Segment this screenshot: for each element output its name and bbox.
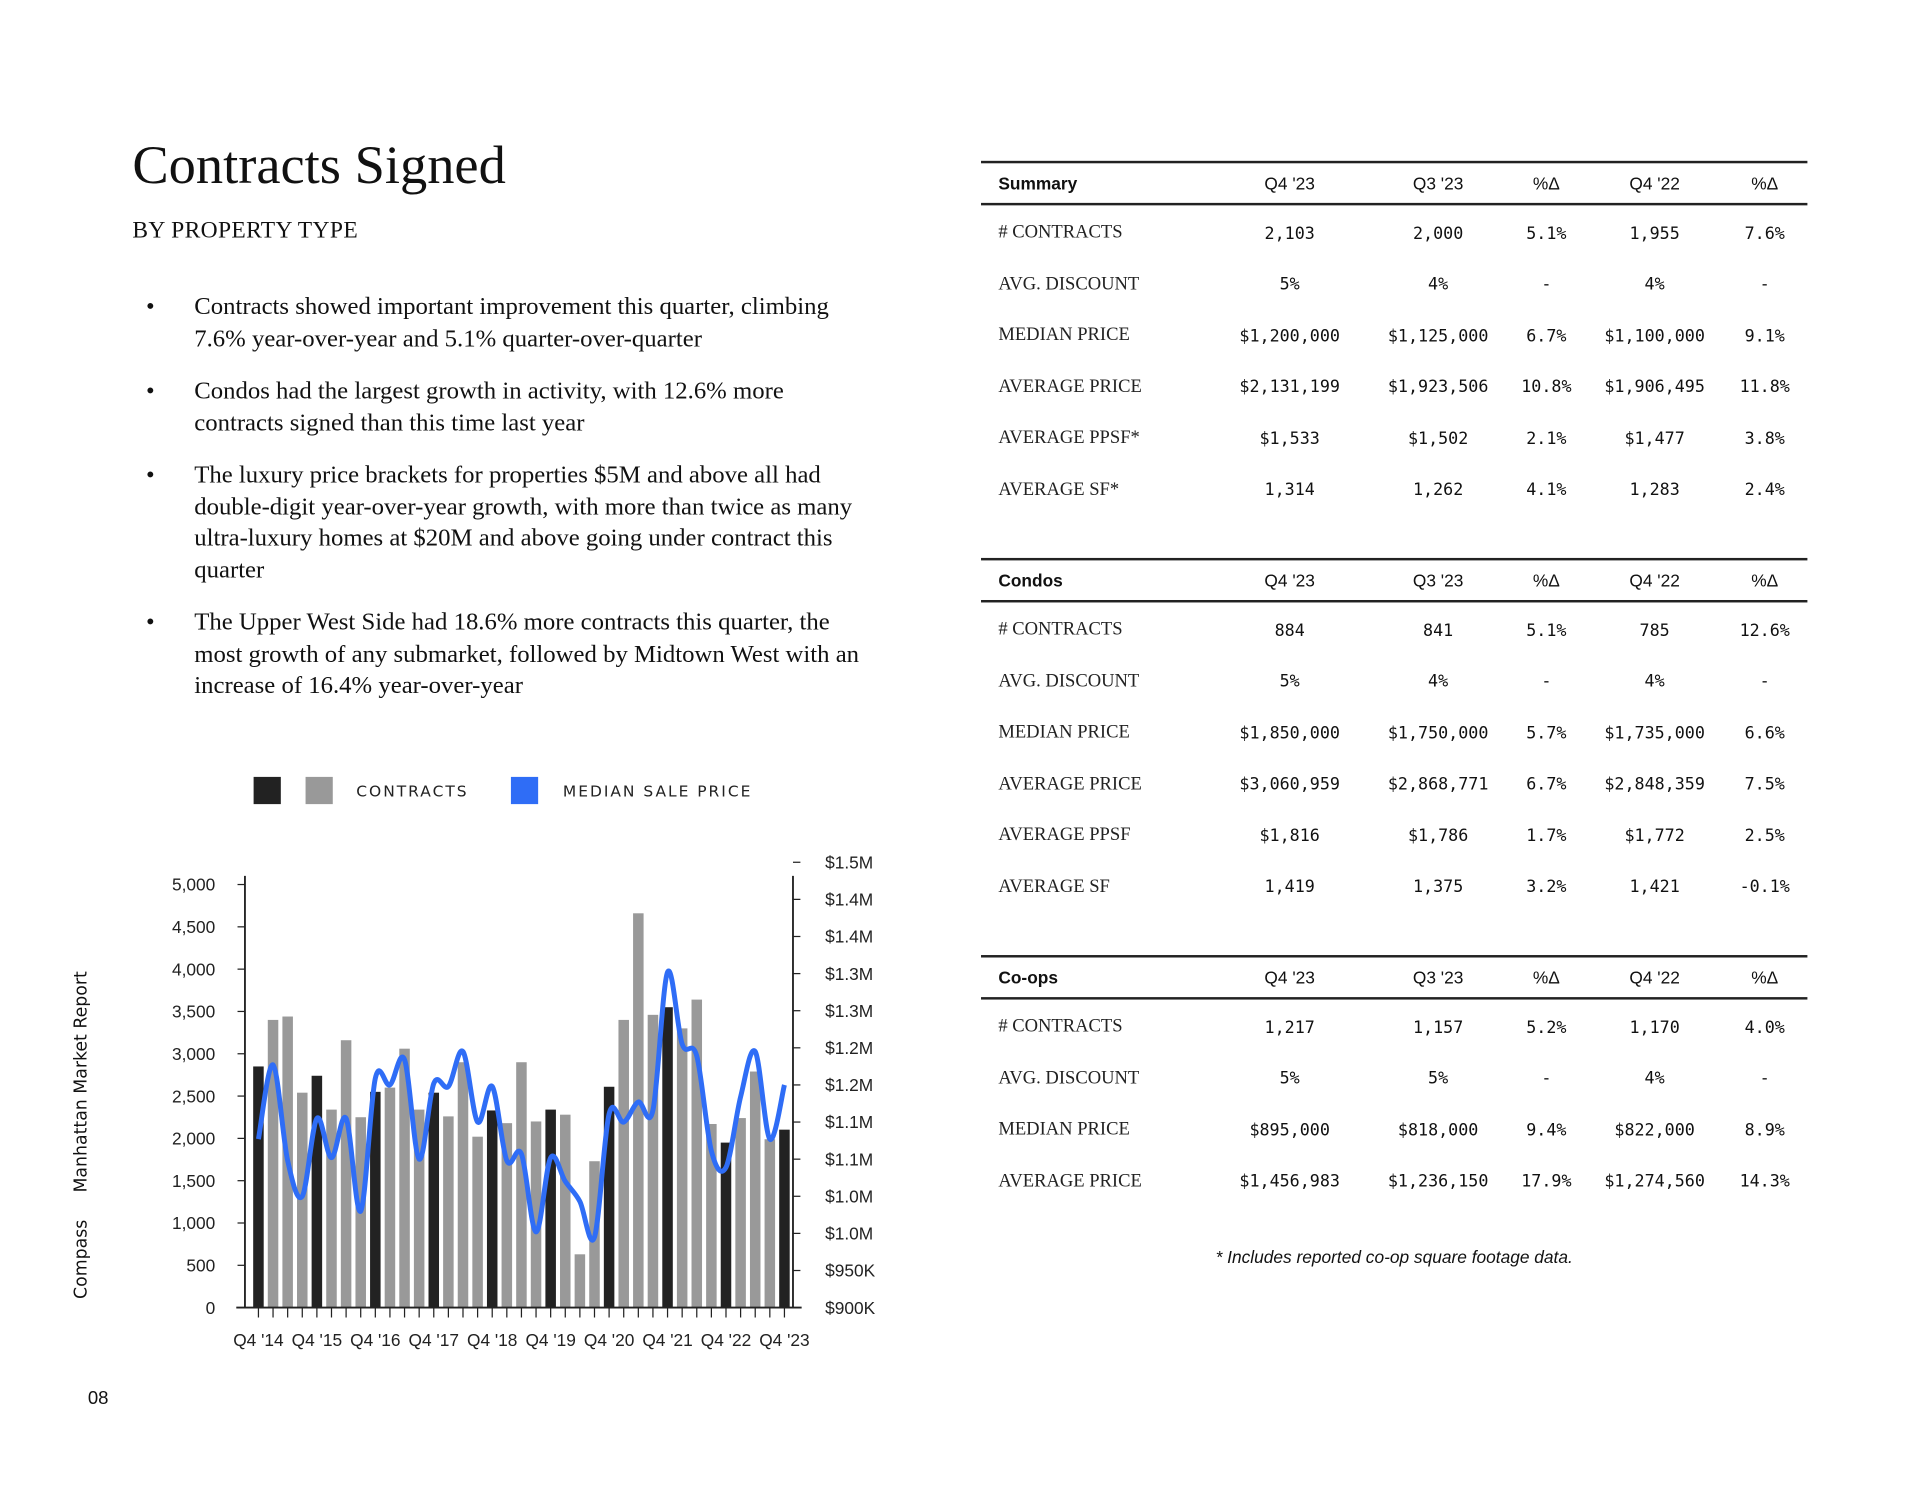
side-label: [72, 971, 92, 1299]
bullet-list: [146, 292, 864, 723]
table-cell: $1,274,560: [1604, 1171, 1705, 1192]
x-tick-label: Q4 '22: [700, 1329, 752, 1350]
column-header: Q4 '23: [1264, 570, 1315, 591]
table-row: [981, 362, 1807, 413]
column-header: %Δ: [1751, 570, 1779, 591]
table-cell: $1,477: [1624, 428, 1685, 449]
left-tick-label: 4,000: [171, 959, 216, 980]
right-tick-label: $1.4M: [825, 926, 874, 947]
table-cell: 5%: [1428, 1069, 1449, 1089]
table-cell: $1,236,150: [1387, 1171, 1489, 1192]
column-header: %Δ: [1751, 173, 1779, 193]
table-cell: 1,170: [1629, 1017, 1680, 1038]
table-cell: $1,850,000: [1239, 723, 1340, 744]
left-tick-label: 1,500: [171, 1170, 216, 1191]
bar-contracts: [560, 1115, 571, 1308]
column-header: %Δ: [1751, 967, 1779, 988]
table-row: [981, 1156, 1807, 1207]
table-cell: 785: [1639, 620, 1670, 641]
right-tick-label: $1.1M: [825, 1112, 874, 1133]
table-cell: $1,786: [1407, 826, 1469, 846]
bar-contracts: [443, 1116, 454, 1307]
table-cell: 4%: [1644, 274, 1665, 295]
table-cell: 14.3%: [1739, 1171, 1790, 1192]
legend-label-contracts: CONTRACTS: [356, 781, 469, 801]
bar-contracts: [677, 1028, 688, 1307]
bullet-item: [146, 376, 864, 439]
table-header: [981, 955, 1807, 1000]
table-cell: $1,816: [1259, 826, 1320, 846]
table-cell: 1.7%: [1526, 826, 1567, 846]
right-tick-label: $1.2M: [825, 1038, 874, 1059]
row-label: AVERAGE PPSF*: [998, 428, 1140, 449]
table-cell: 4%: [1428, 274, 1449, 295]
x-tick-label: Q4 '20: [583, 1329, 635, 1350]
table-row: [981, 1105, 1807, 1156]
bar-contracts: [648, 1015, 659, 1308]
bar-contracts: [326, 1110, 337, 1308]
bar-q4-contracts: [370, 1092, 381, 1308]
table-cell: 1,157: [1412, 1017, 1464, 1038]
x-tick-label: Q4 '18: [467, 1329, 518, 1350]
table-row: [981, 311, 1807, 362]
bullet-text: The Upper West Side had 18.6% more contracts this quarter, the most growth of any submarket, followed by Midtown West with an increase of 16.4% year-over-year: [194, 608, 860, 699]
table-cell: 5.2%: [1526, 1017, 1567, 1038]
right-tick-label: $950K: [825, 1260, 876, 1281]
bar-q4-contracts: [253, 1066, 264, 1307]
table-cell: 2,103: [1264, 223, 1315, 244]
table-row: [981, 708, 1807, 759]
table-header: [981, 161, 1807, 206]
table-cell: 2.5%: [1744, 826, 1785, 846]
bar-contracts: [531, 1121, 542, 1307]
table-cell: $1,772: [1624, 826, 1685, 846]
row-label: # CONTRACTS: [998, 222, 1123, 243]
column-header: %Δ: [1532, 173, 1560, 193]
table-row: [981, 1053, 1807, 1104]
bar-q4-contracts: [779, 1130, 790, 1308]
column-header: Q3 '23: [1412, 570, 1464, 591]
page-subtitle: BY PROPERTY TYPE: [132, 217, 359, 244]
left-tick-label: 3,000: [171, 1043, 216, 1064]
left-tick-label: 4,500: [171, 917, 216, 938]
table-cell: $1,750,000: [1387, 723, 1489, 744]
left-tick-label: 5,000: [171, 874, 216, 895]
table-cell: 7.5%: [1744, 774, 1785, 795]
brand-label: Compass: [71, 1219, 92, 1299]
column-header: Q4 '23: [1264, 173, 1315, 193]
median-price-line: [258, 971, 784, 1240]
table-cell: 841: [1423, 620, 1454, 641]
row-label: AVERAGE PRICE: [998, 774, 1142, 794]
table-cell: $895,000: [1249, 1120, 1330, 1141]
legend-swatch-median: [511, 777, 538, 804]
table-cell: 9.4%: [1526, 1120, 1567, 1141]
table-cell: 1,419: [1264, 877, 1315, 898]
table-cell: 6.7%: [1526, 326, 1567, 347]
row-label: AVERAGE SF*: [998, 479, 1120, 500]
table-cell: -: [1541, 274, 1552, 295]
column-header: Q3 '23: [1412, 173, 1464, 193]
right-tick-label: $1.1M: [825, 1149, 874, 1170]
table-cell: 5.7%: [1526, 723, 1567, 744]
left-tick-label: 1,000: [171, 1213, 216, 1234]
right-tick-label: $1.5M: [825, 852, 874, 873]
table-cell: 1,283: [1629, 480, 1680, 501]
table-cell: 11.8%: [1739, 377, 1790, 398]
table-row: [981, 759, 1807, 810]
bar-q4-contracts: [312, 1076, 323, 1308]
table-row: [981, 810, 1807, 861]
row-label: AVERAGE PRICE: [998, 1171, 1142, 1192]
table-cell: 1,314: [1264, 480, 1315, 501]
bar-contracts: [297, 1093, 308, 1308]
bar-q4-contracts: [662, 1007, 673, 1307]
table-cell: -: [1759, 274, 1770, 295]
table-cell: 1,375: [1412, 877, 1464, 898]
table-cell: $1,906,495: [1604, 377, 1705, 398]
bar-contracts: [633, 913, 644, 1307]
table-cell: 17.9%: [1521, 1171, 1572, 1192]
table-row: [981, 259, 1807, 310]
table-summary: [981, 161, 1807, 516]
table-cell: 4%: [1428, 672, 1449, 692]
table-title: Co-ops: [998, 967, 1058, 988]
table-cell: 4.1%: [1526, 480, 1567, 501]
table-cell: 10.8%: [1521, 377, 1572, 398]
bar-contracts: [341, 1040, 352, 1307]
bar-contracts: [399, 1049, 410, 1308]
table-row: [981, 413, 1807, 464]
table-row: [981, 465, 1807, 516]
table-cell: 12.6%: [1739, 620, 1790, 641]
table-cell: -: [1541, 1069, 1552, 1089]
bar-contracts: [472, 1137, 483, 1308]
table-cell: -: [1759, 672, 1770, 692]
table-cell: 1,955: [1629, 223, 1680, 244]
bar-contracts: [618, 1020, 629, 1308]
table-cell: 4.0%: [1744, 1017, 1785, 1038]
table-row: [981, 656, 1807, 707]
x-tick-label: Q4 '16: [350, 1329, 401, 1350]
table-row: [981, 1002, 1807, 1053]
table-cell: $3,060,959: [1239, 774, 1340, 795]
row-label: # CONTRACTS: [998, 620, 1123, 640]
page-number: 08: [87, 1388, 109, 1410]
bar-contracts: [282, 1017, 293, 1308]
bar-contracts: [750, 1072, 761, 1308]
bar-contracts: [458, 1062, 469, 1307]
footnote: * Includes reported co-op square footage data.: [1215, 1246, 1573, 1267]
bullet-icon: •: [145, 293, 155, 321]
table-cell: 5%: [1279, 274, 1300, 295]
x-tick-label: Q4 '21: [642, 1329, 693, 1350]
table-cell: $822,000: [1614, 1120, 1695, 1141]
bullet-item: [146, 607, 864, 702]
table-cell: 6.7%: [1526, 774, 1567, 795]
bar-q4-contracts: [487, 1110, 498, 1307]
row-label: MEDIAN PRICE: [998, 325, 1130, 346]
bar-contracts: [589, 1161, 600, 1307]
bar-q4-contracts: [721, 1143, 732, 1308]
column-header: Q4 '22: [1629, 173, 1680, 193]
table-row: [981, 862, 1807, 913]
x-tick-label: Q4 '23: [759, 1329, 810, 1350]
table-cell: 4%: [1644, 1069, 1665, 1089]
row-label: AVG. DISCOUNT: [998, 671, 1140, 692]
table-cell: 1,217: [1264, 1017, 1315, 1038]
table-cell: 4%: [1644, 672, 1665, 692]
table-cell: $1,923,506: [1387, 377, 1489, 398]
row-label: AVG. DISCOUNT: [998, 1068, 1140, 1089]
table-cell: -0.1%: [1739, 877, 1790, 898]
table-cell: $2,131,199: [1239, 377, 1340, 398]
table-title: Condos: [998, 570, 1063, 591]
left-tick-label: 500: [186, 1255, 216, 1276]
column-header: Q4 '22: [1629, 570, 1680, 591]
table-cell: 6.6%: [1744, 723, 1785, 744]
page-title: Contracts Signed: [132, 134, 506, 196]
bar-q4-contracts: [545, 1110, 556, 1308]
x-tick-label: Q4 '15: [291, 1329, 343, 1350]
left-tick-label: 2,000: [171, 1128, 216, 1149]
table-condos: [981, 558, 1807, 913]
table-cell: $1,533: [1259, 428, 1320, 449]
column-header: Q3 '23: [1412, 967, 1464, 988]
bullet-text: Contracts showed important improvement this quarter, climbing 7.6% year-over-year and 5.1% quarter-over-quarter: [194, 293, 829, 352]
column-header: %Δ: [1532, 967, 1560, 988]
table-cell: 3.8%: [1744, 428, 1785, 449]
right-tick-label: $1.0M: [825, 1186, 874, 1207]
table-cell: 8.9%: [1744, 1120, 1785, 1141]
table-cell: $1,100,000: [1604, 326, 1705, 347]
table-cell: 5.1%: [1526, 223, 1567, 244]
bar-contracts: [516, 1062, 527, 1307]
bullet-icon: •: [145, 608, 155, 636]
row-label: AVERAGE PRICE: [998, 377, 1142, 397]
bar-q4-contracts: [604, 1087, 615, 1308]
bullet-item: [146, 292, 864, 355]
right-tick-label: $900K: [825, 1297, 876, 1318]
table-title: Summary: [998, 173, 1078, 193]
bar-contracts: [735, 1118, 746, 1308]
bullet-text: Condos had the largest growth in activity, with 12.6% more contracts signed than this time last year: [194, 377, 784, 437]
row-label: # CONTRACTS: [998, 1017, 1123, 1037]
right-tick-label: $1.2M: [825, 1075, 874, 1096]
table-cell: 5%: [1279, 1069, 1300, 1089]
table-cell: -: [1759, 1069, 1770, 1089]
column-header: Q4 '23: [1264, 967, 1315, 988]
left-tick-label: 2,500: [171, 1086, 216, 1107]
table-cell: $2,868,771: [1387, 774, 1489, 795]
row-label: AVERAGE PPSF: [998, 825, 1131, 846]
row-label: AVG. DISCOUNT: [998, 274, 1140, 295]
table-cell: 2.4%: [1744, 480, 1785, 501]
table-cell: $1,200,000: [1239, 326, 1340, 347]
table-cell: 3.2%: [1526, 877, 1567, 898]
table-cell: 1,421: [1629, 877, 1680, 898]
table-row: [981, 208, 1807, 259]
row-label: MEDIAN PRICE: [998, 722, 1130, 743]
table-cell: $2,848,359: [1604, 774, 1705, 795]
right-tick-label: $1.3M: [825, 963, 874, 984]
left-tick-label: 0: [205, 1297, 216, 1318]
table-cell: 2,000: [1412, 223, 1464, 244]
column-header: Q4 '22: [1629, 967, 1680, 988]
bar-contracts: [414, 1110, 425, 1308]
bullet-item: [146, 460, 864, 586]
left-tick-label: 3,500: [171, 1001, 216, 1022]
table-cell: 7.6%: [1744, 223, 1785, 244]
x-tick-label: Q4 '19: [525, 1329, 576, 1350]
bullet-icon: •: [145, 377, 155, 405]
table-cell: 5%: [1279, 672, 1300, 692]
row-label: AVERAGE SF: [998, 876, 1110, 897]
bar-contracts: [268, 1020, 279, 1308]
table-cell: 9.1%: [1744, 326, 1785, 347]
report-label: Manhattan Market Report: [71, 971, 92, 1193]
bar-contracts: [502, 1123, 513, 1307]
legend-swatch-q4: [254, 777, 281, 804]
column-header: %Δ: [1532, 570, 1560, 591]
table-row: [981, 605, 1807, 656]
table-cell: $1,125,000: [1387, 326, 1489, 347]
x-tick-label: Q4 '14: [233, 1329, 284, 1350]
row-label: MEDIAN PRICE: [998, 1119, 1130, 1140]
bar-contracts: [706, 1124, 717, 1308]
legend-swatch-contracts: [306, 777, 333, 804]
x-tick-label: Q4 '17: [408, 1329, 459, 1350]
right-tick-label: $1.4M: [825, 889, 874, 910]
bar-contracts: [385, 1088, 396, 1308]
bullet-icon: •: [145, 461, 155, 489]
legend-label-median: MEDIAN SALE PRICE: [562, 781, 753, 801]
table-cell: -: [1541, 672, 1552, 692]
table-cell: $1,502: [1407, 428, 1469, 449]
table-cell: 1,262: [1412, 480, 1464, 501]
bar-contracts: [692, 1000, 703, 1308]
table-cell: $1,456,983: [1239, 1171, 1340, 1192]
table-cell: 884: [1274, 620, 1305, 641]
right-tick-label: $1.3M: [825, 1000, 874, 1021]
bar-contracts: [355, 1117, 366, 1307]
bar-contracts: [575, 1254, 586, 1307]
table-cell: $1,735,000: [1604, 723, 1705, 744]
table-coops: [981, 955, 1807, 1207]
table-cell: 2.1%: [1526, 428, 1567, 449]
bullet-text: The luxury price brackets for properties $5M and above all had double-digit year-over-year growth, with more than twice as many ultra-luxury homes at $20M and above going under contract this quarter: [194, 461, 853, 584]
table-cell: 5.1%: [1526, 620, 1567, 641]
right-tick-label: $1.0M: [825, 1223, 874, 1244]
bar-contracts: [765, 1139, 776, 1307]
bar-q4-contracts: [429, 1093, 440, 1308]
table-cell: $818,000: [1397, 1120, 1479, 1141]
table-header: [981, 558, 1807, 603]
